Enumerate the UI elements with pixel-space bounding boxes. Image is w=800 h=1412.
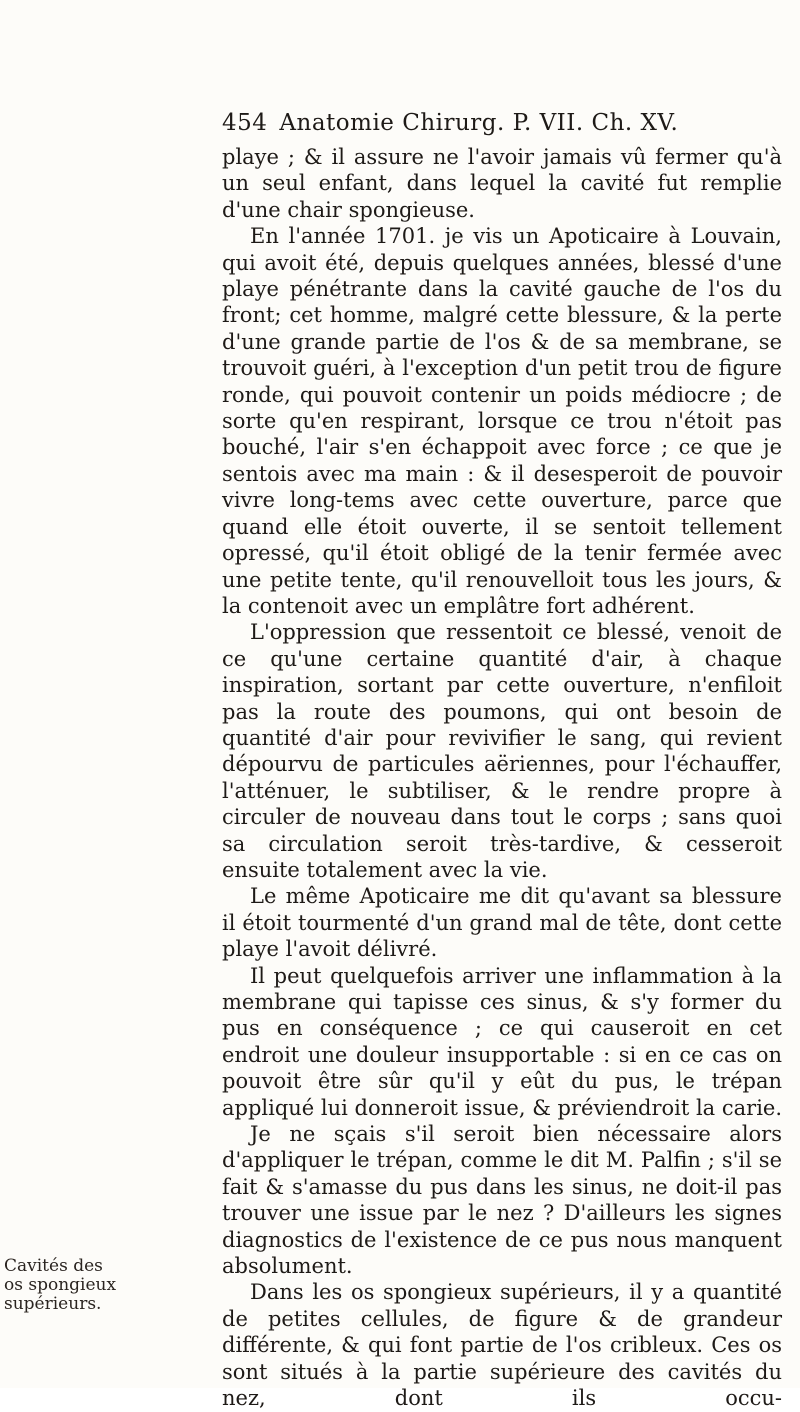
margin-note-line: Cavités des [4,1256,103,1276]
margin-note-line: supérieurs. [4,1294,102,1314]
paragraph-mal-de-tete: Le même Apoticaire me dit qu'avant sa blessure il étoit tourmenté d'un grand mal de tête, dont cette playe l'avoit délivré. [222,884,782,962]
paragraph-apoticaire: En l'année 1701. je vis un Apoticaire à Louvain, qui avoit été, depuis quelques années, blessé d'une playe pénétrante dans la cavité gauche de l'os du front; cet homme, malgré cette blessure, & la perte d'une grande partie de l'os & de sa membrane, se trouvoit guéri, à l'exception d'un petit trou de figure ronde, qui pouvoit contenir un poids médiocre ; de sorte qu'en respirant, lorsque ce trou n'étoit pas bouché, l'air s'en échappoit avec force ; ce que je sentois avec ma main : & il desesperoit de pouvoir vivre long-tems avec cette ouverture, parce que quand elle étoit ouverte, il se sentoit tellement opressé, qu'il étoit obligé de la tenir fermée avec une petite tente, qu'il renouvelloit tous les jours, & la contenoit avec un emplâtre fort adhérent. [222,224,782,618]
paragraph-inflammation: Il peut quelquefois arriver une inflammation à la membrane qui tapisse ces sinus, & s'y former du pus en conséquence ; ce qui causeroit en cet endroit une douleur insupportable : si en ce cas on pouvoit être sûr qu'il y eût du pus, le trépan appliqué lui donneroit issue, & préviendroit la carie. [222,963,783,1120]
margin-note-line: os spongieux [4,1275,117,1295]
body-text [222,144,782,1412]
page-number: 454 [222,110,268,136]
running-header [222,110,782,136]
paragraph-oppression: L'oppression que ressentoit ce blessé, venoit de ce qu'une certaine quantité d'air, à chaque inspiration, sortant par cette ouverture, n'enfiloit pas la route des poumons, qui ont besoin de quantité d'air pour revivifier le sang, qui revient dépourvu de particules aëriennes, pour l'échauffer, l'atténuer, le subtiliser, & le rendre propre à circuler de nouveau dans tout le corps ; sans quoi sa circulation seroit très-tardive, & cesseroit ensuite totalement avec la vie. [222,620,782,882]
paragraph-continuation: playe ; & il assure ne l'avoir jamais vû fermer qu'à un seul enfant, dans lequel la cavité fut remplie d'une chair spongieuse. [222,145,782,222]
paragraph-trepan: Je ne sçais s'il seroit bien nécessaire alors d'appliquer le trépan, comme le dit M. Palfin ; s'il se fait & s'amasse du pus dans les sinus, ne doit-il pas trouver une issue par le nez ? D'ailleurs les signes diagnostics de l'existence de ce pus nous manquent absolument. [222,1122,782,1279]
running-title: Anatomie Chirurg. P. VII. Ch. XV. [279,110,679,136]
margin-note [4,1256,117,1314]
paragraph-os-spongieux: Dans les os spongieux supérieurs, il y a quantité de petites cellules, de figure & de grandeur différente, & qui font partie de l'os cribleux. Ces os sont situés à la partie supérieure des cavités du nez, dont ils occu- [222,1280,782,1411]
